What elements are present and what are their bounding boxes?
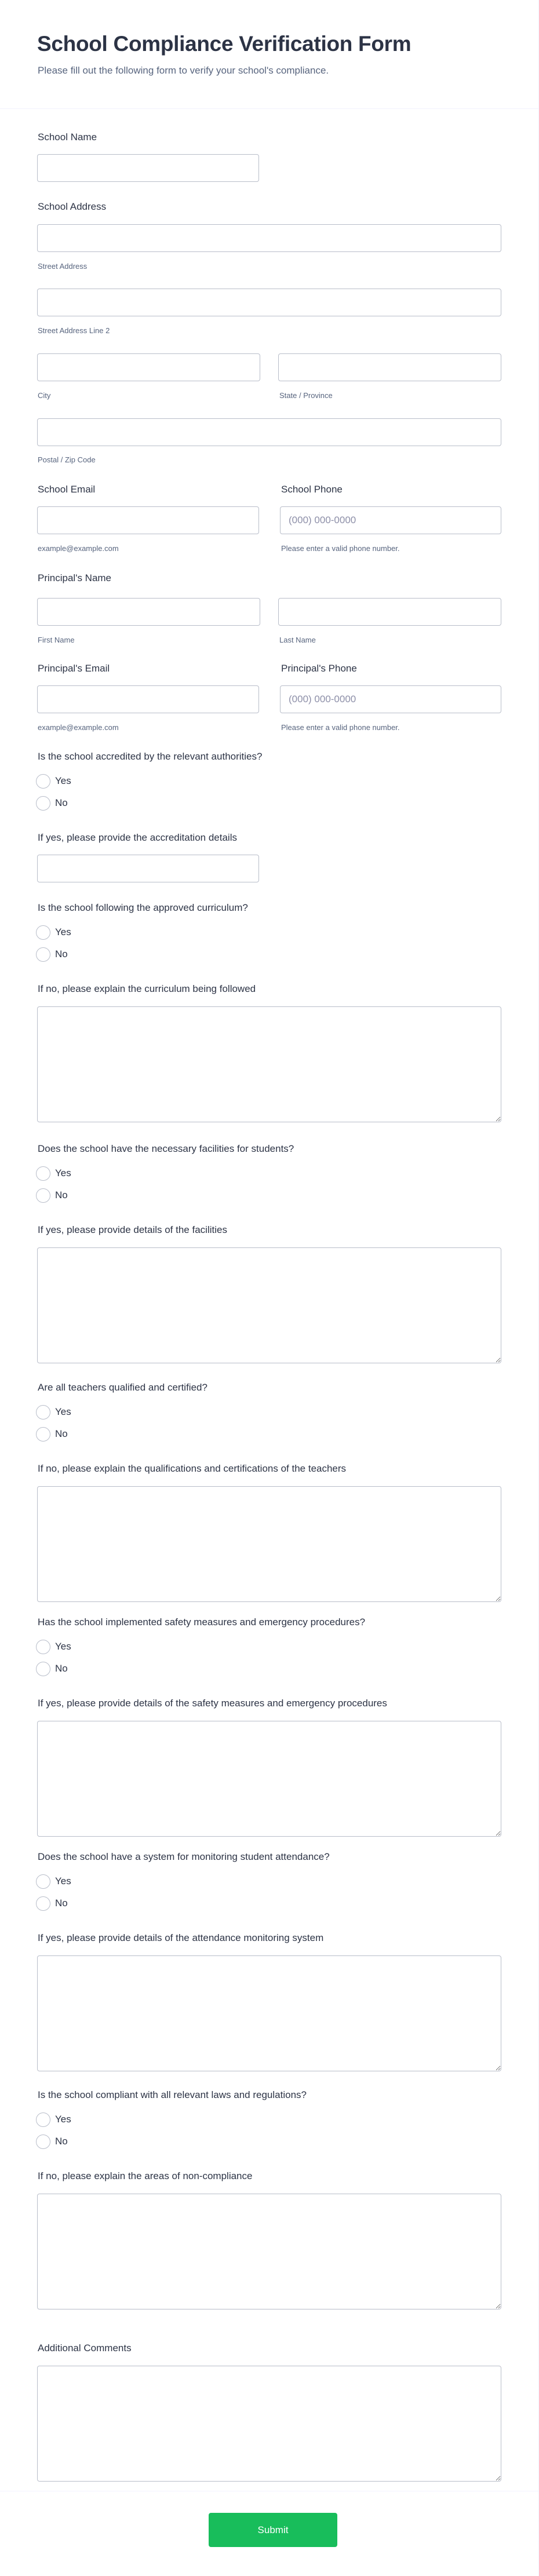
radio-circle-icon[interactable]	[36, 925, 50, 940]
question-label: Does the school have the necessary facilities for students?	[38, 1143, 294, 1154]
radio-circle-icon[interactable]	[36, 796, 50, 811]
option-yes[interactable]	[36, 1639, 71, 1654]
radio-circle-icon[interactable]	[36, 2134, 50, 2149]
street-address-input[interactable]	[37, 224, 501, 252]
radio-circle-icon[interactable]	[36, 1874, 50, 1889]
radio-circle-icon[interactable]	[36, 1405, 50, 1420]
street-address-line2-sublabel: Street Address Line 2	[38, 326, 110, 335]
postal-code-sublabel: Postal / Zip Code	[38, 455, 96, 464]
accreditation-question-label: Is the school accredited by the relevant authorities?	[38, 751, 263, 762]
principal-last-name-input[interactable]	[278, 598, 501, 626]
radio-option-label: Yes	[55, 1876, 71, 1887]
radio-option-label: No	[55, 1898, 68, 1909]
followup-label: If yes, please provide details of the safety measures and emergency procedures	[38, 1698, 387, 1709]
principal-phone-label: Principal's Phone	[281, 663, 357, 674]
radio-circle-icon[interactable]	[36, 947, 50, 962]
school-name-label: School Name	[38, 132, 97, 143]
option-yes[interactable]	[36, 925, 71, 940]
radio-option-label: No	[55, 2136, 68, 2147]
state-province-sublabel: State / Province	[279, 391, 333, 400]
school-phone-label: School Phone	[281, 484, 343, 495]
option-no[interactable]	[36, 2134, 68, 2149]
radio-option-label: Yes	[55, 2114, 71, 2125]
school-email-input[interactable]	[37, 506, 259, 534]
school-email-sublabel: example@example.com	[38, 544, 119, 553]
principal-email-label: Principal's Email	[38, 663, 110, 674]
followup-label: If yes, please provide details of the facilities	[38, 1224, 227, 1235]
radio-option-label: No	[55, 948, 68, 959]
radio-circle-icon[interactable]	[36, 1188, 50, 1203]
radio-option-label: Yes	[55, 775, 71, 786]
followup-textarea[interactable]	[37, 1486, 501, 1602]
radio-circle-icon[interactable]	[36, 1166, 50, 1181]
followup-textarea[interactable]	[37, 1247, 501, 1363]
radio-option-label: Yes	[55, 1167, 71, 1178]
accreditation-details-input[interactable]	[37, 855, 259, 882]
radio-option-label: Yes	[55, 1406, 71, 1417]
last-name-sublabel: Last Name	[279, 636, 316, 644]
school-phone-sublabel: Please enter a valid phone number.	[281, 544, 400, 553]
accreditation-no-option[interactable]	[36, 796, 68, 811]
option-no[interactable]	[36, 1426, 68, 1442]
radio-option-label: Yes	[55, 1641, 71, 1652]
followup-textarea[interactable]	[37, 1955, 501, 2071]
radio-option-label: Yes	[55, 926, 71, 937]
postal-code-input[interactable]	[37, 418, 501, 446]
school-email-label: School Email	[38, 484, 96, 495]
radio-circle-icon[interactable]	[36, 1427, 50, 1442]
question-label: Does the school have a system for monitoring student attendance?	[38, 1851, 330, 1862]
additional-comments-label: Additional Comments	[38, 2343, 132, 2354]
question-label: Is the school compliant with all relevant laws and regulations?	[38, 2089, 307, 2100]
accreditation-details-label: If yes, please provide the accreditation details	[38, 832, 237, 843]
option-no[interactable]	[36, 1661, 68, 1676]
radio-option-label: No	[55, 1663, 68, 1674]
school-name-input[interactable]	[37, 154, 259, 182]
radio-option-label: No	[55, 1428, 68, 1439]
radio-circle-icon[interactable]	[36, 774, 50, 789]
radio-option-label: No	[55, 797, 68, 808]
city-sublabel: City	[38, 391, 51, 400]
submit-button[interactable]: Submit	[209, 2513, 337, 2547]
option-yes[interactable]	[36, 2112, 71, 2127]
radio-circle-icon[interactable]	[36, 1662, 50, 1676]
form-subtitle: Please fill out the following form to verify your school's compliance.	[38, 65, 329, 76]
principal-first-name-input[interactable]	[37, 598, 260, 626]
option-no[interactable]	[36, 1896, 68, 1911]
followup-textarea[interactable]	[37, 1721, 501, 1837]
followup-label: If yes, please provide details of the attendance monitoring system	[38, 1932, 324, 1943]
street-address-line2-input[interactable]	[37, 289, 501, 316]
radio-option-label: No	[55, 1190, 68, 1201]
school-phone-input[interactable]	[280, 506, 501, 534]
school-address-label: School Address	[38, 201, 107, 212]
radio-circle-icon[interactable]	[36, 1640, 50, 1654]
additional-comments-textarea[interactable]	[37, 2366, 501, 2482]
street-address-sublabel: Street Address	[38, 262, 88, 271]
principal-name-label: Principal's Name	[38, 572, 112, 583]
followup-label: If no, please explain the curriculum being followed	[38, 983, 256, 994]
state-province-input[interactable]	[278, 353, 501, 381]
form-title: School Compliance Verification Form	[37, 32, 411, 56]
followup-textarea[interactable]	[37, 2194, 501, 2309]
option-no[interactable]	[36, 1188, 68, 1203]
principal-phone-input[interactable]	[280, 685, 501, 713]
followup-label: If no, please explain the qualifications and certifications of the teachers	[38, 1463, 347, 1474]
city-input[interactable]	[37, 353, 260, 381]
option-yes[interactable]	[36, 1404, 71, 1420]
principal-email-input[interactable]	[37, 685, 259, 713]
option-yes[interactable]	[36, 1166, 71, 1181]
option-yes[interactable]	[36, 1874, 71, 1889]
principal-email-sublabel: example@example.com	[38, 723, 119, 732]
question-label: Is the school following the approved curriculum?	[38, 902, 248, 913]
accreditation-yes-option[interactable]	[36, 773, 71, 789]
question-label: Are all teachers qualified and certified?	[38, 1382, 207, 1393]
option-no[interactable]	[36, 947, 68, 962]
principal-phone-sublabel: Please enter a valid phone number.	[281, 723, 400, 732]
question-label: Has the school implemented safety measures and emergency procedures?	[38, 1617, 366, 1628]
followup-label: If no, please explain the areas of non-compliance	[38, 2170, 253, 2181]
radio-circle-icon[interactable]	[36, 1896, 50, 1911]
form-header	[0, 0, 539, 109]
first-name-sublabel: First Name	[38, 636, 75, 644]
radio-circle-icon[interactable]	[36, 2112, 50, 2127]
followup-textarea[interactable]	[37, 1006, 501, 1122]
